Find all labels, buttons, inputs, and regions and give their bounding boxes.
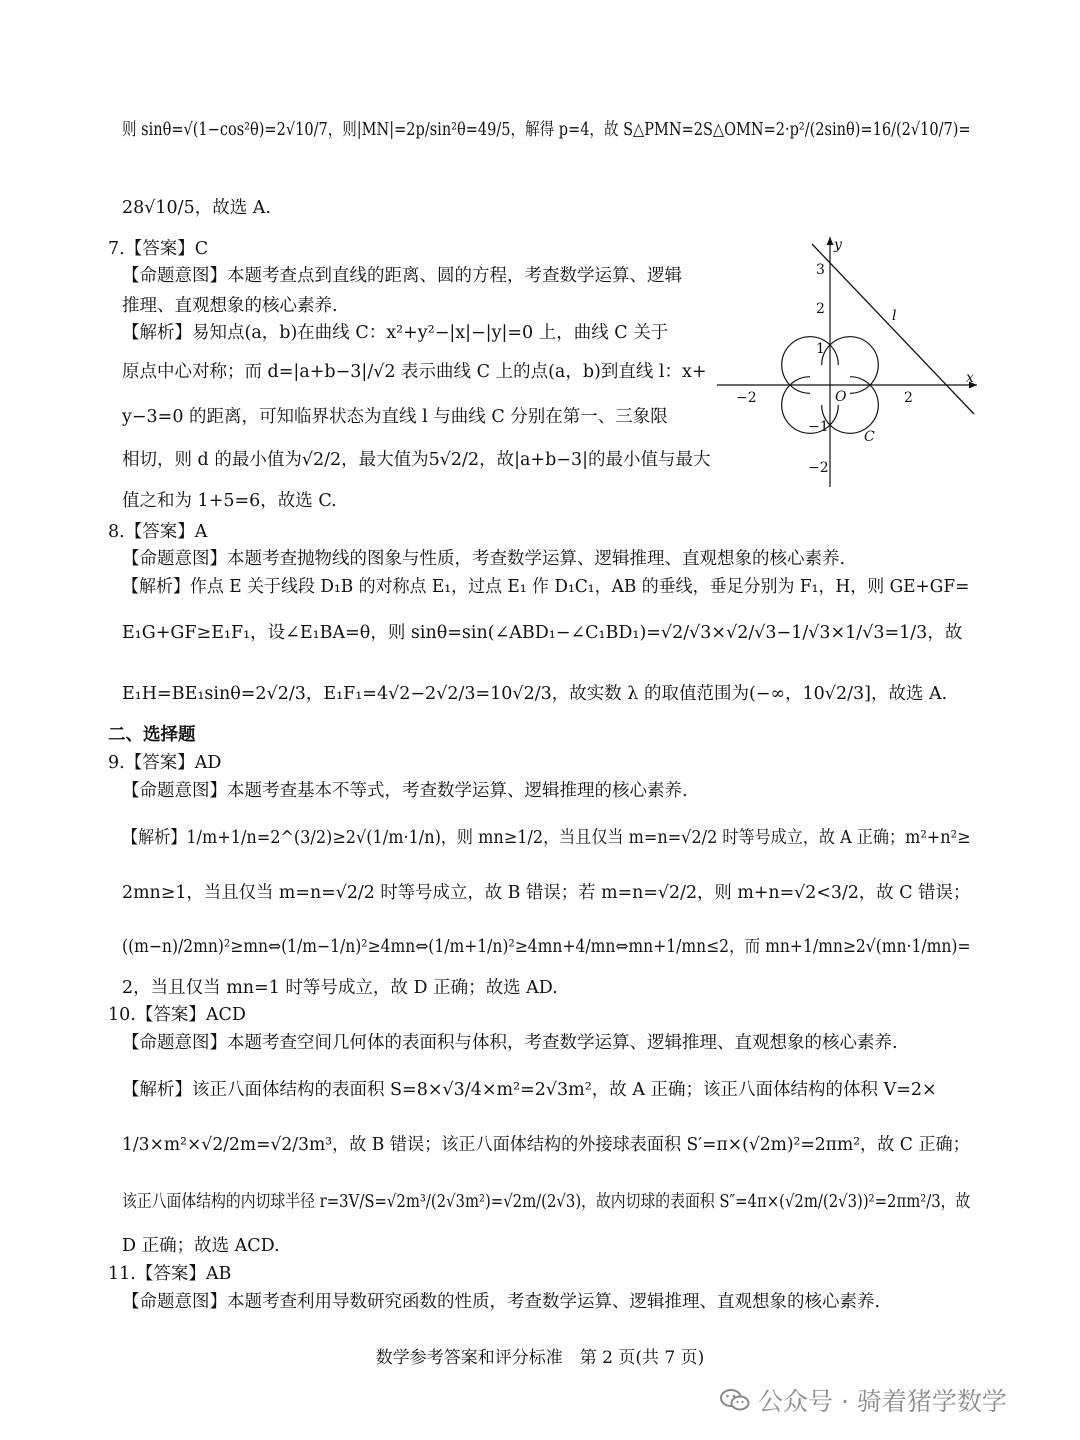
question-10-analysis: 1/3×m²×√2/2m=√2/3m³，故 B 错误；该正八面体结构的外接球表面积 S′=π×(√2m)²=2πm²，故 C 正确；: [122, 1135, 970, 1155]
question-7-intent: 【命题意图】本题考查点到直线的距离、圆的方程，考查数学运算、逻辑: [122, 266, 682, 286]
question-7-analysis: y−3=0 的距离，可知临界状态为直线 l 与曲线 C 分别在第一、三象限: [122, 407, 668, 427]
x-axis-label: x: [966, 370, 974, 386]
question-10-analysis: 【解析】该正八面体结构的表面积 S=8×√3/4×m²=2√3m²，故 A 正确；该正八面体结构的体积 V=2×: [122, 1080, 937, 1100]
page-footer: 数学参考答案和评分标准 第 2 页(共 7 页): [375, 1348, 705, 1368]
question-7-analysis: 【解析】易知点(a，b)在曲线 C：x²+y²−|x|−|y|=0 上，曲线 C 关于: [122, 323, 669, 343]
question-9-answer: 9.【答案】AD: [108, 753, 222, 773]
line-label: l: [892, 308, 897, 324]
tick-label: 3: [816, 262, 825, 278]
question-8-analysis: E₁G+GF≥E₁F₁，设∠E₁BA=θ，则 sinθ=sin(∠ABD₁−∠C₁BD₁)=√2/√3×√2/√3−1/√3×1/√3=1/3，故: [122, 623, 963, 643]
question-10-analysis: 该正八面体结构的内切球半径 r=3V/S=√2m³/(2√3m²)=√2m/(2√3)，故内切球的表面积 S″=4π×(√2m/(2√3))²=2πm²/3，故: [122, 1192, 971, 1212]
question-7-analysis: 相切，则 d 的最小值为√2/2，最大值为5√2/2，故|a+b−3|的最小值与最大: [122, 450, 711, 470]
question-8-analysis: E₁H=BE₁sinθ=2√2/3，E₁F₁=4√2−2√2/3=10√2/3，故实数 λ 的取值范围为(−∞，10√2/3]，故选 A.: [122, 684, 948, 704]
watermark: [720, 1380, 1060, 1420]
tick-label: −2: [808, 460, 829, 476]
question-9-analysis: 【解析】1/m+1/n=2^(3/2)≥2√(1/m·1/n)，则 mn≥1/2，当且仅当 m=n=√2/2 时等号成立，故 A 正确；m²+n²≥: [122, 828, 971, 848]
solution-line: 则 sinθ=√(1−cos²θ)=2√10/7，则|MN|=2p/sin²θ=49/5，解得 p=4，故 S△PMN=2S△OMN=2·p²/(2sinθ)=16/(2√10/7)=: [122, 120, 971, 140]
question-8-analysis: 【解析】作点 E 关于线段 D₁B 的对称点 E₁，过点 E₁ 作 D₁C₁，AB 的垂线，垂足分别为 F₁，H，则 GE+GF=: [122, 577, 970, 597]
tick-label: 2: [904, 390, 913, 406]
question-11-answer: 11.【答案】AB: [108, 1264, 232, 1284]
question-7-intent: 推理、直观想象的核心素养.: [122, 296, 338, 316]
tick-label: −2: [736, 390, 757, 406]
question-9-analysis: 2mn≥1，当且仅当 m=n=√2/2 时等号成立，故 B 错误；若 m=n=√2/2，则 m+n=√2<3/2，故 C 错误；: [122, 883, 971, 903]
y-axis-arrow: [827, 237, 834, 245]
curve-label: C: [864, 429, 875, 445]
question-9-intent: 【命题意图】本题考查基本不等式，考查数学运算、逻辑推理的核心素养.: [122, 781, 688, 801]
curve-figure: [712, 232, 982, 492]
question-10-answer: 10.【答案】ACD: [108, 1005, 246, 1025]
question-11-intent: 【命题意图】本题考查利用导数研究函数的性质，考查数学运算、逻辑推理、直观想象的核心素养.: [122, 1292, 881, 1312]
question-8-answer: 8.【答案】A: [108, 522, 208, 542]
question-9-analysis: ((m−n)/2mn)²≥mn⇔(1/m−1/n)²≥4mn⇔(1/m+1/n)²≥4mn+4/mn⇔mn+1/mn≤2，而 mn+1/mn≥2√(mn·1/mn)=: [122, 937, 971, 957]
y-axis-label: y: [834, 237, 842, 253]
question-9-analysis: 2，当且仅当 mn=1 时等号成立，故 D 正确；故选 AD.: [122, 978, 558, 998]
wechat-icon: [720, 1388, 750, 1412]
tick-label: −1: [808, 419, 829, 435]
solution-line: 28√10/5，故选 A.: [122, 198, 271, 218]
question-7-analysis: 原点中心对称；而 d=|a+b−3|/√2 表示曲线 C 上的点(a，b)到直线 l：x+: [122, 362, 707, 382]
question-7-answer: 7.【答案】C: [108, 239, 209, 259]
question-7-analysis: 值之和为 1+5=6，故选 C.: [122, 491, 337, 511]
origin-label: O: [835, 389, 847, 405]
watermark-text: 公众号 · 骑着猪学数学: [758, 1387, 1007, 1416]
question-10-analysis: D 正确；故选 ACD.: [122, 1236, 280, 1256]
question-10-intent: 【命题意图】本题考查空间几何体的表面积与体积，考查数学运算、逻辑推理、直观想象的核心素养.: [122, 1033, 898, 1053]
question-8-intent: 【命题意图】本题考查抛物线的图象与性质，考查数学运算、逻辑推理、直观想象的核心素养.: [122, 549, 846, 569]
section-heading: 二、选择题: [108, 725, 196, 745]
tick-label: 1: [816, 341, 825, 357]
tick-label: 2: [816, 301, 825, 317]
